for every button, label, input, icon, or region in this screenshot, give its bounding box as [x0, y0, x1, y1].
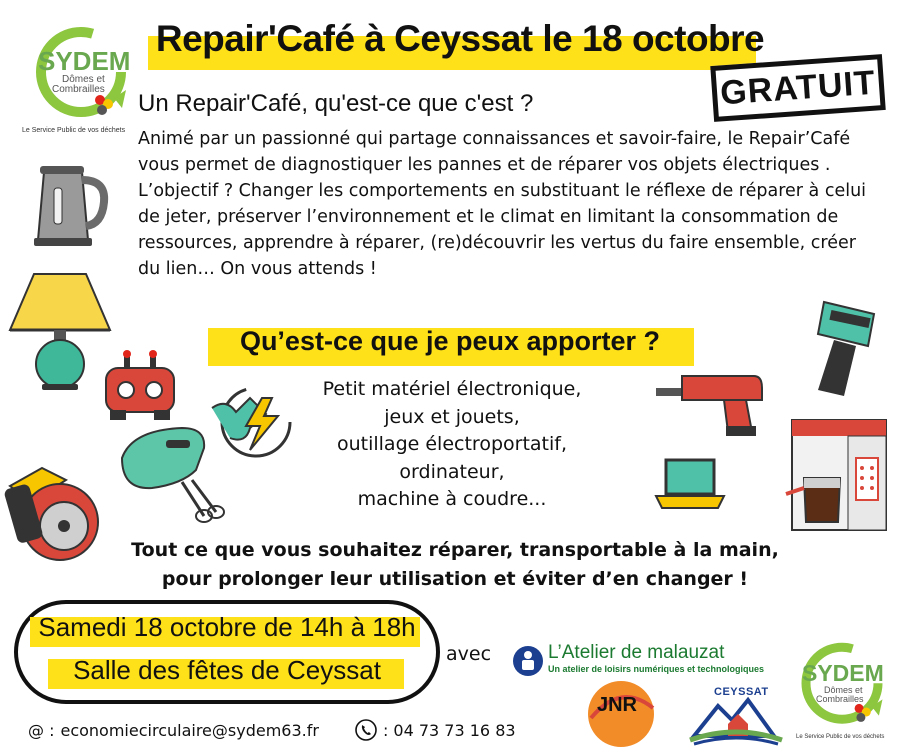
bring-item: machine à coudre...	[357, 488, 547, 510]
atelier-logo-icon	[512, 645, 544, 677]
email-prefix: @ :	[28, 720, 55, 740]
ceyssat-logo-text: CEYSSAT	[714, 686, 769, 698]
atelier-tagline: Un atelier de loisirs numériques et technologiques	[548, 664, 765, 674]
drill-icon	[654, 366, 766, 438]
free-badge-label: GRATUIT	[719, 63, 877, 112]
page-title: Repair'Café à Ceyssat le 18 octobre	[155, 18, 765, 59]
hand-mixer-icon	[112, 422, 228, 526]
jnr-logo-text: JNR	[596, 694, 637, 716]
sydem-logo-tagline: Le Service Public de vos déchets	[22, 127, 126, 134]
free-badge	[710, 54, 885, 122]
sydem-logo-top	[22, 24, 136, 142]
bring-note-line-2: pour prolonger leur utilisation et éviter d’en changer !	[161, 568, 749, 590]
sydem-logo-bottom	[792, 640, 892, 748]
bring-item: Petit matériel électronique,	[322, 378, 582, 400]
event-date: Samedi 18 octobre de 14h à 18h	[38, 612, 416, 642]
phone-icon	[355, 719, 377, 741]
event-place: Salle des fêtes de Ceyssat	[73, 655, 381, 685]
laptop-icon	[654, 456, 726, 512]
bring-note	[60, 536, 850, 594]
sander-icon	[804, 296, 884, 400]
atelier-name: L’Atelier de malauzat	[548, 642, 725, 663]
intro-question: Un Repair'Café, qu'est-ce que c'est ?	[138, 90, 534, 117]
sydem-logo-sub2: Combrailles	[52, 84, 105, 95]
intro-paragraph-1: Animé par un passionné qui partage connaissances et savoir-faire, le Repair’Café vous permet de diagnostiquer les pannes et de réparer vos objets électriques .	[138, 129, 851, 175]
sydem-logo-bottom-tagline: Le Service Public de vos déchets	[796, 734, 885, 740]
sydem-logo-sub1: Dômes et	[62, 74, 105, 85]
sydem-logo-bottom-sub1: Dômes et	[824, 685, 863, 695]
coffee-machine-icon	[782, 418, 890, 532]
bring-question: Qu’est-ce que je peux apporter ?	[239, 326, 661, 356]
bring-item: jeux et jouets,	[384, 405, 520, 428]
bring-items-list	[282, 376, 622, 514]
phone-number[interactable]: : 04 73 73 16 83	[382, 720, 516, 740]
sydem-logo-name: SYDEM	[38, 46, 131, 76]
email-address[interactable]: economiecirculaire@sydem63.fr	[60, 720, 319, 740]
bring-item: ordinateur,	[399, 460, 505, 483]
bring-item: outillage électroportatif,	[336, 433, 567, 455]
with-label: avec	[446, 643, 492, 665]
sydem-logo-bottom-name: SYDEM	[802, 660, 884, 686]
sydem-logo-bottom-sub2: Combrailles	[816, 694, 864, 704]
robot-toy-icon	[100, 350, 180, 422]
intro-text	[138, 126, 878, 282]
intro-paragraph-2: L’objectif ? Changer les comportements en substituant le réflexe de réparer à celui de jeter, préserver l’environnement et le climat en limitant la consommation de ressources, apprendre à réparer, (re)découvrir les vertus du faire ensemble, créer du lien… On vous attends !	[138, 181, 867, 279]
bring-note-line-1: Tout ce que vous souhaitez réparer, transportable à la main,	[131, 539, 779, 561]
kettle-icon	[30, 162, 112, 250]
contact-line	[28, 719, 516, 741]
